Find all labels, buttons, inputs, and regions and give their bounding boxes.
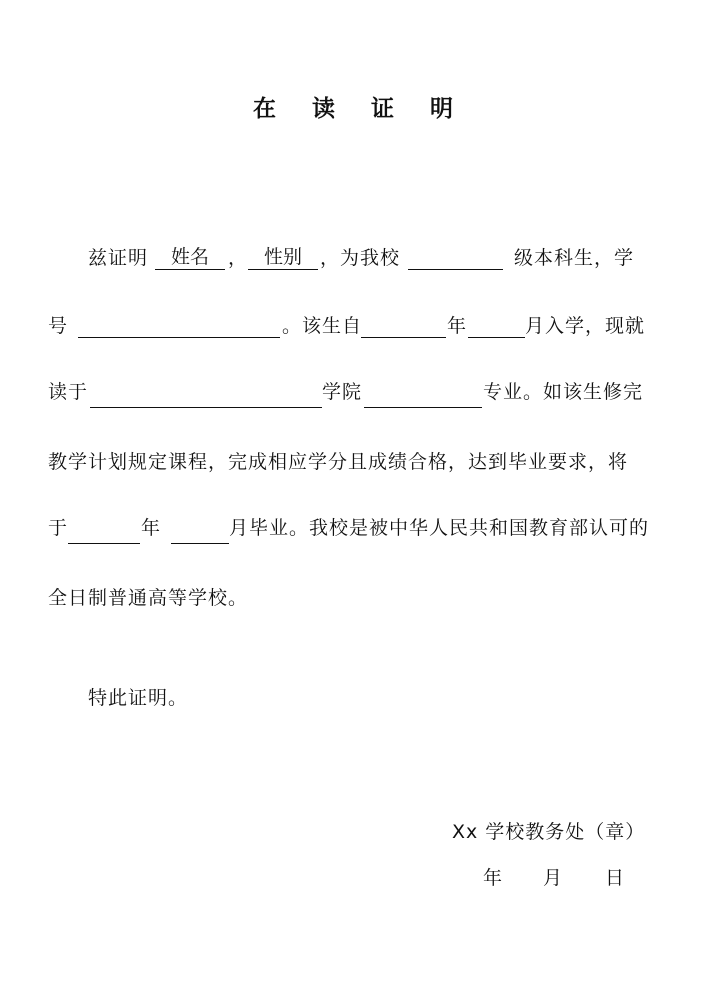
- line6-text: 全日制普通高等学校。: [48, 587, 249, 609]
- signature-block: [448, 818, 648, 918]
- document-title: 在 读 证 明: [252, 96, 468, 122]
- line2-mid: 。该生自: [282, 315, 363, 337]
- enroll-year-field[interactable]: [361, 314, 446, 338]
- line5-prefix: 于: [48, 517, 69, 539]
- line2-prefix: 号: [48, 315, 69, 337]
- enroll-month-field[interactable]: [468, 314, 525, 338]
- line1-suffix: 级本科生，学: [514, 247, 635, 269]
- name-field[interactable]: 姓名: [155, 246, 225, 270]
- date-day-label: 日: [605, 867, 626, 889]
- gender-field[interactable]: 性别: [248, 246, 318, 270]
- grad-month-field[interactable]: [171, 520, 229, 544]
- line1-prefix: 兹证明: [88, 247, 149, 269]
- line1-sep1: ，: [228, 247, 249, 269]
- line2-year-label: 年: [447, 315, 468, 337]
- line3-prefix: 读于: [48, 381, 89, 403]
- closing-text: 特此证明。: [88, 687, 189, 709]
- college-field[interactable]: [90, 384, 322, 408]
- line3-suffix: 专业。如该生修完: [483, 381, 644, 403]
- line2-suffix: 月入学，现就: [525, 315, 646, 337]
- line1-sep2: ，为我校: [320, 247, 401, 269]
- grad-year-field[interactable]: [68, 520, 140, 544]
- line5-year-label: 年: [141, 517, 162, 539]
- student-id-field[interactable]: [78, 314, 280, 338]
- grade-field[interactable]: [408, 246, 503, 270]
- line4-text: 教学计划规定课程，完成相应学分且成绩合格，达到毕业要求，将: [48, 451, 629, 473]
- line3-college-label: 学院: [322, 381, 363, 403]
- date-month-label: 月: [543, 867, 564, 889]
- major-field[interactable]: [364, 384, 482, 408]
- issuer-label: Xx 学校教务处（章）: [452, 821, 646, 843]
- line5-suffix: 月毕业。我校是被中华人民共和国教育部认可的: [229, 517, 650, 539]
- date-year-label: 年: [483, 867, 504, 889]
